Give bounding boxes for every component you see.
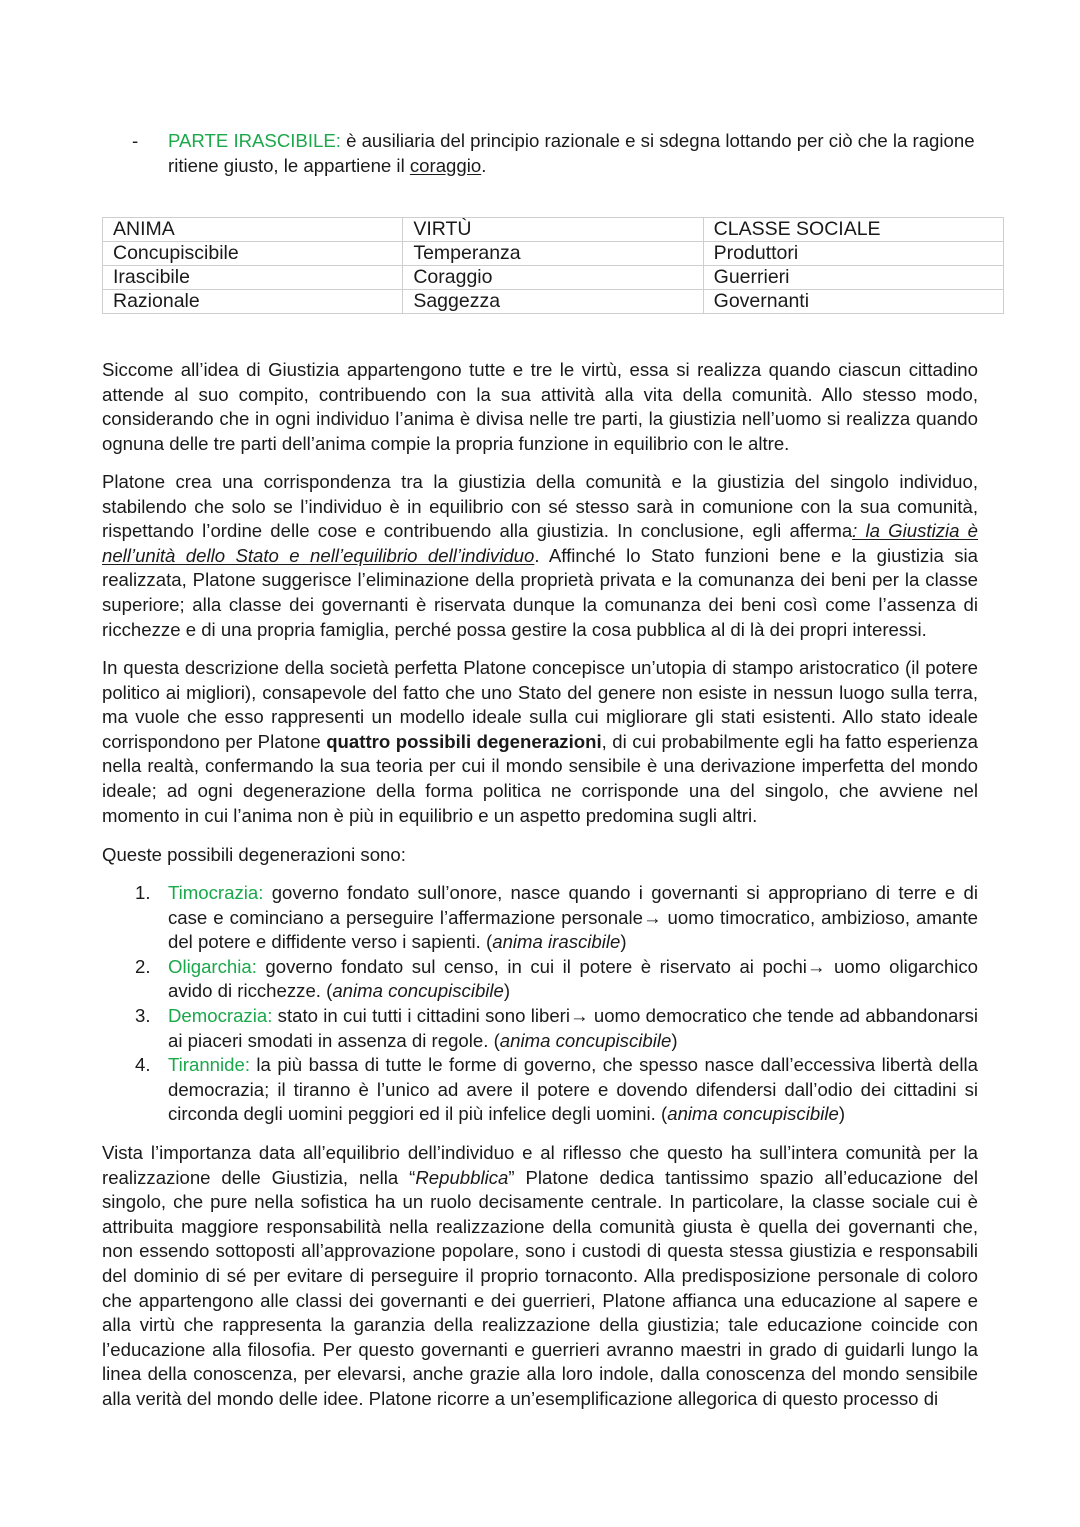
list-item (132, 1004, 978, 1053)
table-cell: Governanti (703, 290, 1003, 314)
list-term: Democrazia: (168, 1004, 273, 1026)
paragraph-text: In questa descrizione della società perfetta Platone concepisce un’utopia di stampo aristocratico (il potere politico ai migliori), consapevole del fatto che uno Stato del genere non esiste in nessun luogo sulla terra, ma vuole che esso rappresenti un modello ideale sulla cui migliorare gli stati esistenti. Allo stato ideale corrispondono per Platone (102, 657, 978, 752)
list-soul: anima concupiscibile (332, 980, 504, 1002)
list-soul: anima irascibile (492, 931, 621, 953)
paren: ) (838, 1103, 846, 1125)
paragraph-text: , di cui probabilmente egli ha fatto esperienza nella realtà, confermando la sua teoria per cui il mondo sensibile è una derivazione imperfetta del mondo ideale; ad ogni degenerazione della forma politica ne corrisponde una del singolo, che avviene nel momento in cui l’anima non è più in equilibrio e un aspetto predomina sugli altri. (102, 730, 978, 826)
table-cell: Concupiscibile (103, 242, 403, 266)
table-cell: Produttori (703, 242, 1003, 266)
degenerations-list (132, 881, 978, 1127)
paragraph-italic: Repubblica (415, 1166, 509, 1188)
paragraph-giustizia: Siccome all’idea di Giustizia appartengono tutte e tre le virtù, essa si realizza quando ciascun cittadino attende al suo compito, contribuendo con la sua attività alla vita della comunità. Allo stesso modo, considerando che in ogni individuo l’anima è divisa nelle tre parti, la giustizia nell’uomo si realizza quando ognuna delle tre parti dell’anima compie la propria funzione in equilibrio con le altre. (102, 359, 978, 454)
paren: ( (486, 931, 493, 953)
table-cell: Coraggio (403, 266, 703, 290)
table-header-cell: VIRTÙ (403, 218, 703, 242)
list-text: la più bassa di tutte le forme di governo, che spesso nasce dall’eccessiva libertà della democrazia; il tiranno è l’unico ad avere il potere e dovendo difendersi dall’odio dei cittadini si circonda degli uomini peggiori ed il più infelice degli uomini. (168, 1054, 978, 1125)
virtues-table (102, 217, 1004, 314)
bullet-body: è ausiliaria del principio razionale e si sdegna lottando per ciò che la ragione ritiene giusto, le appartiene il (168, 130, 975, 176)
paren: ) (620, 931, 627, 953)
paragraph-intro-list: Queste possibili degenerazioni sono: (102, 844, 406, 865)
paragraph-text: ” Platone dedica tantissimo spazio all’educazione del singolo, che pure nella sofistica ha un ruolo decisamente centrale. In particolare, la classe sociale cui è attribuita maggiore responsabilità nella realizzazione della comunità giusta è quella dei governanti che, non essendo sottoposti all’approvazione popolare, sono i custodi di questa stessa giustizia e responsabili del dominio di sé per evitare di perseguire il proprio tornaconto. Alla predisposizione personale di coloro che appartengono alle classi dei governanti e dei guerrieri, Platone affianca una educazione al sapere e alla virtù che rappresenta la garanzia della realizzazione della giustizia; tale educazione coincide con l’educazione alla filosofia. Per questo governanti e guerrieri avranno maestri in grado di guidarli lungo la linea della conoscenza, per elevarsi, anche grazie alla loro indole, dalla conoscenza del mondo sensibile alla verità del mondo delle idee. Platone ricorre a un’esemplificazione allegorica di questo processo di (102, 1166, 978, 1409)
paragraph-text: . Affinché lo Stato funzioni bene e la giustizia sia realizzata, Platone suggerisce l’eliminazione della proprietà privata e la comunanza dei beni per la classe superiore; alla classe dei governanti è riservata dunque la comunanza dei beni così come l’assenza di ricchezze e di una propria famiglia, perché possa gestire la cosa pubblica al di là dei propri interessi. (102, 544, 978, 640)
paragraph-utopia (102, 656, 978, 828)
bullet-underlined-word: coraggio (409, 154, 482, 176)
paragraph-educazione (102, 1141, 978, 1412)
list-term: Oligarchia: (168, 955, 257, 977)
paren: ( (493, 1029, 500, 1051)
list-number: 3. (135, 1004, 151, 1026)
list-text: governo fondato sull’onore, nasce quando i governanti si appropriano di terre e di case e cominciano a perseguire l’affermazione personale→ uomo timocratico, ambizioso, amante del potere e diffidente verso i sapienti. (168, 882, 978, 953)
list-item (132, 1053, 978, 1127)
table-cell: Guerrieri (703, 266, 1003, 290)
list-text: stato in cui tutti i cittadini sono liberi→ uomo democratico che tende ad abbandonarsi ai piaceri smodati in assenza di regole. (168, 1004, 978, 1051)
paragraph-bold: quattro possibili degenerazioni (326, 730, 602, 752)
list-number: 4. (135, 1054, 151, 1076)
table-row (103, 242, 1004, 266)
paren: ) (503, 980, 511, 1002)
list-item (132, 881, 978, 955)
list-soul: anima concupiscibile (499, 1029, 672, 1051)
paragraph-text: Platone crea una corrispondenza tra la giustizia della comunità e la giustizia del singolo individuo, stabilendo che solo se l’individuo è in equilibrio con sé stesso sarà in comunione con la sua comunità, rispettando l’ordine delle cose e contribuendo alla giustizia. In conclusione, egli afferma (102, 471, 978, 542)
list-soul: anima concupiscibile (667, 1103, 839, 1125)
table-header-cell: ANIMA (103, 218, 403, 242)
bullet-text (168, 129, 980, 178)
paragraph-text: Vista l’importanza data all’equilibrio dell’individuo e al riflesso che questo ha sull’intera comunità per la realizzazione delle Giustizia, nella “ (102, 1142, 978, 1188)
table-header-row (103, 218, 1004, 242)
list-number: 2. (135, 955, 151, 977)
table-cell: Saggezza (403, 290, 703, 314)
list-term: Timocrazia: (168, 882, 264, 903)
table-row (103, 266, 1004, 290)
bullet-label: PARTE IRASCIBILE: (168, 130, 341, 151)
table-cell: Razionale (103, 290, 403, 314)
bullet-end: . (481, 154, 487, 176)
list-text: governo fondato sul censo, in cui il potere è riservato ai pochi→ uomo oligarchico avido di ricchezze. (168, 955, 978, 1002)
paren: ) (671, 1029, 678, 1051)
table-cell: Temperanza (403, 242, 703, 266)
paren: ( (661, 1103, 668, 1125)
list-item (132, 955, 978, 1004)
paren: ( (326, 980, 333, 1002)
table-cell: Irascibile (103, 266, 403, 290)
table-header-cell: CLASSE SOCIALE (703, 218, 1003, 242)
bullet-dash: - (132, 130, 139, 151)
list-term: Tirannide: (168, 1054, 250, 1076)
list-number: 1. (135, 882, 151, 903)
paragraph-quote: : la Giustizia è nell’unità dello Stato e nell’equilibrio dell’individuo (102, 520, 978, 566)
table-row (103, 290, 1004, 314)
paragraph-corrispondenza (102, 470, 978, 642)
